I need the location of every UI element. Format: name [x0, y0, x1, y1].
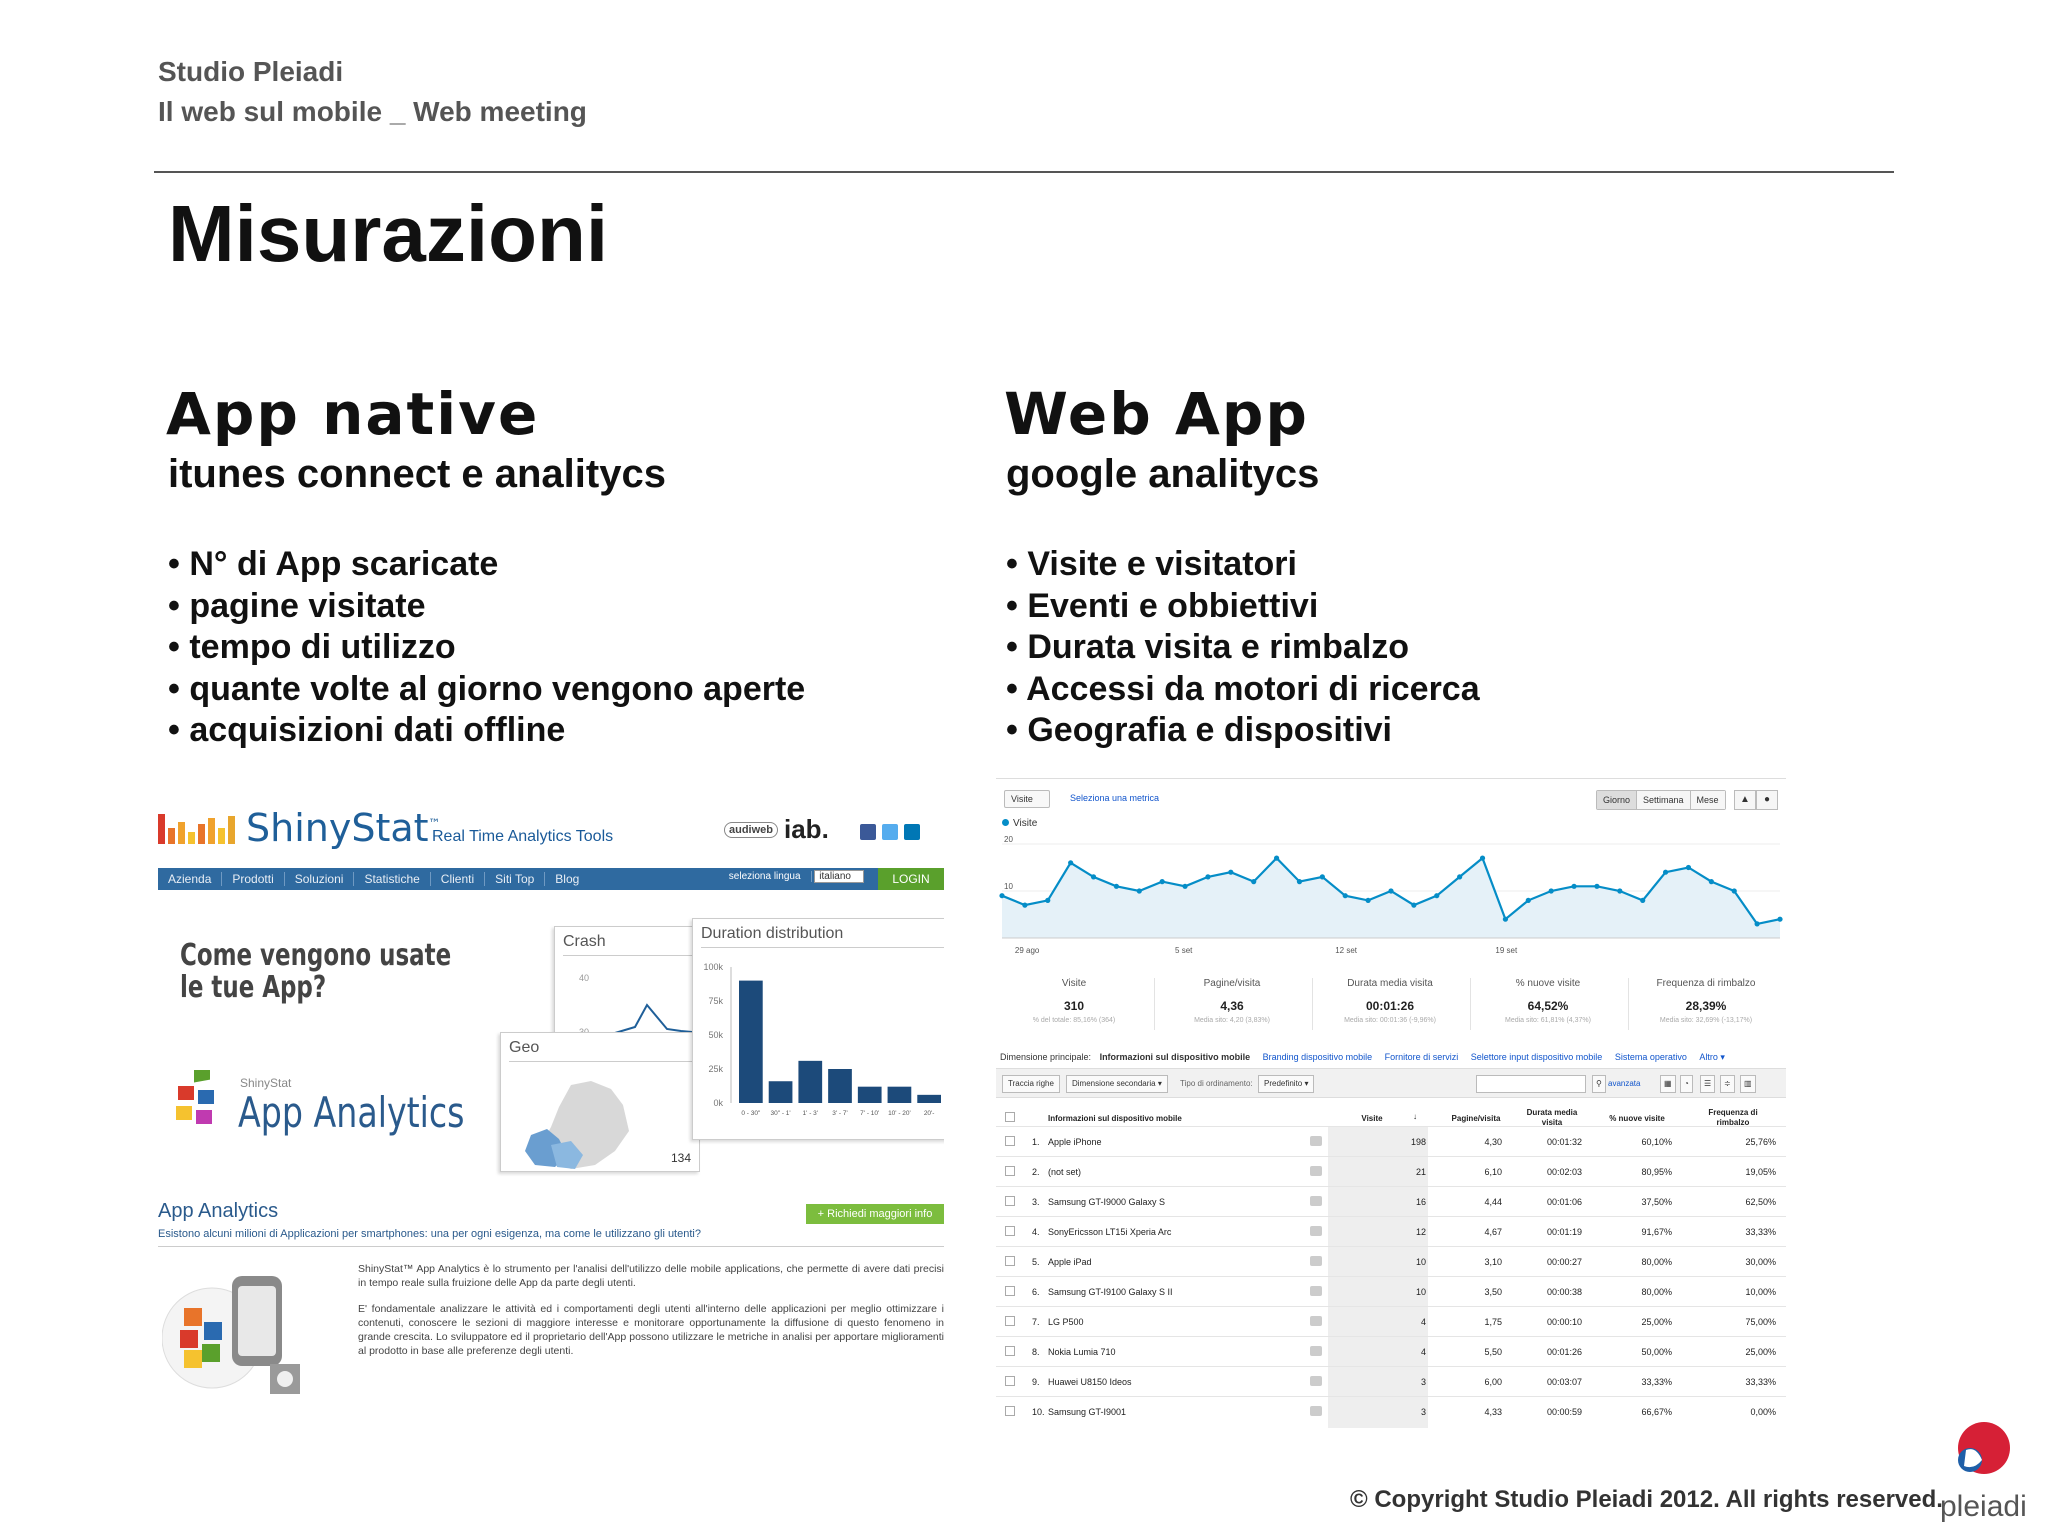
left-column-subtitle: itunes connect e analitycs: [168, 452, 666, 496]
table-row[interactable]: [996, 1156, 1786, 1186]
section-subtitle: Esistono alcuni milioni di Applicazioni per smartphones: una per ogni esigenza, ma come le utilizzano gli utenti?: [158, 1228, 701, 1240]
data-point[interactable]: [1663, 870, 1668, 875]
nav-item[interactable]: Clienti: [431, 872, 485, 886]
row-device[interactable]: Huawei U8150 Ideos: [1048, 1377, 1132, 1387]
row-bounce: 30,00%: [1745, 1257, 1776, 1267]
data-point[interactable]: [1640, 898, 1645, 903]
data-point[interactable]: [1594, 884, 1599, 889]
table-row[interactable]: [996, 1186, 1786, 1216]
x-tick-label: 3' - 7': [832, 1110, 848, 1117]
table-search-input[interactable]: [1476, 1075, 1586, 1093]
duration-card-title: Duration distribution: [701, 925, 844, 942]
y-tick-label: 10: [1004, 882, 1013, 891]
row-bounce: 19,05%: [1745, 1167, 1776, 1177]
data-point[interactable]: [1732, 888, 1737, 893]
y-tick-label: 20: [1004, 835, 1013, 844]
row-new-visits: 50,00%: [1641, 1347, 1672, 1357]
row-duration: 00:01:32: [1546, 1137, 1582, 1147]
stat-pages-per-visit: Pagine/visita 4,36 Media sito: 4,20 (3,83%): [1194, 978, 1270, 1024]
list-item: • tempo di utilizzo: [168, 628, 456, 666]
row-new-visits: 80,00%: [1641, 1287, 1672, 1297]
row-number: 8.: [1032, 1347, 1040, 1357]
row-analyze-icon[interactable]: [1310, 1226, 1322, 1236]
bar: [798, 1061, 822, 1103]
chart-legend: Visite: [1002, 818, 1037, 829]
nav-item[interactable]: Prodotti: [222, 872, 284, 886]
row-device[interactable]: Apple iPad: [1048, 1257, 1092, 1267]
comparison-view-icon[interactable]: ≑: [1720, 1075, 1735, 1093]
app-analytics-cubes-icon: [174, 1070, 224, 1126]
stat-avg-duration: Durata media visita 00:01:26 Media sito: 00:01:36 (-9,96%): [1344, 978, 1436, 1024]
row-bounce: 75,00%: [1745, 1317, 1776, 1327]
app-analytics-brand: ShinyStat: [240, 1076, 292, 1090]
data-point[interactable]: [1366, 898, 1371, 903]
y-tick-label: 50k: [708, 1030, 723, 1040]
data-point[interactable]: [1434, 893, 1439, 898]
x-tick-label: 1' - 3': [802, 1110, 819, 1117]
row-new-visits: 25,00%: [1641, 1317, 1672, 1327]
search-icon[interactable]: ⚲: [1592, 1075, 1606, 1093]
row-visits: 21: [1415, 1167, 1426, 1177]
left-bullet-list: [168, 544, 805, 752]
y-tick-label: 0k: [713, 1098, 723, 1108]
stat-new-visits: % nuove visite 64,52% Media sito: 61,81% (4,37%): [1505, 978, 1591, 1024]
data-point[interactable]: [1571, 884, 1576, 889]
row-analyze-icon[interactable]: [1310, 1166, 1322, 1176]
shinystat-screenshot: [154, 800, 944, 1400]
x-tick-label: 0 - 30": [741, 1110, 761, 1117]
row-duration: 00:00:27: [1546, 1257, 1582, 1267]
row-new-visits: 66,67%: [1641, 1407, 1672, 1417]
row-duration: 00:00:38: [1546, 1287, 1582, 1297]
shinystat-headline: Come vengono usate le tue App?: [180, 938, 452, 1005]
facebook-icon[interactable]: [860, 824, 876, 840]
dimension-link[interactable]: Selettore input dispositivo mobile: [1470, 1052, 1603, 1062]
right-bullet-list: [1006, 544, 1480, 752]
table-toolbar: [996, 1068, 1786, 1098]
crash-card-title: Crash: [563, 933, 606, 950]
language-select[interactable]: seleziona lingua italiano: [719, 871, 864, 882]
table-row[interactable]: [996, 1246, 1786, 1276]
row-visits: 198: [1410, 1137, 1426, 1147]
sort-type-select[interactable]: Predefinito ▾: [1258, 1075, 1314, 1093]
motion-chart-icon[interactable]: ●: [1756, 790, 1778, 810]
copyright-text: © Copyright Studio Pleiadi 2012. All rights reserved.: [1350, 1486, 1943, 1513]
data-point[interactable]: [1617, 888, 1622, 893]
row-device[interactable]: SonyEricsson LT15i Xperia Arc: [1048, 1227, 1172, 1237]
sort-type-label: Tipo di ordinamento:: [1180, 1079, 1253, 1088]
row-duration: 00:02:03: [1546, 1167, 1582, 1177]
table-row[interactable]: [996, 1366, 1786, 1396]
dimension-link[interactable]: Sistema operativo: [1614, 1052, 1687, 1062]
data-point[interactable]: [1343, 893, 1348, 898]
row-checkbox[interactable]: [1005, 1406, 1015, 1416]
row-bounce: 33,33%: [1745, 1227, 1776, 1237]
row-analyze-icon[interactable]: [1310, 1406, 1322, 1416]
data-point[interactable]: [1068, 860, 1073, 865]
row-device[interactable]: Samsung GT-I9001: [1048, 1407, 1127, 1417]
data-point[interactable]: [1251, 879, 1256, 884]
section-title: App Analytics: [158, 1200, 279, 1222]
data-point[interactable]: [1755, 921, 1760, 926]
geo-card: [500, 1032, 700, 1172]
row-analyze-icon[interactable]: [1310, 1286, 1322, 1296]
data-point[interactable]: [1457, 874, 1462, 879]
request-info-button[interactable]: + Richiedi maggiori info: [806, 1204, 944, 1224]
table-view-icon[interactable]: ▦: [1660, 1075, 1676, 1093]
row-number: 2.: [1032, 1167, 1040, 1177]
row-duration: 00:03:07: [1546, 1377, 1582, 1387]
row-duration: 00:00:59: [1546, 1407, 1582, 1417]
pleiadi-logo-text: pleiadi: [1940, 1490, 2027, 1523]
row-checkbox[interactable]: [1005, 1316, 1015, 1326]
column-header-pages[interactable]: Pagine/visita: [1451, 1114, 1501, 1123]
row-visits: 10: [1415, 1287, 1426, 1297]
row-number: 5.: [1032, 1257, 1040, 1267]
row-checkbox[interactable]: [1005, 1346, 1015, 1356]
list-item: • Geografia e dispositivi: [1006, 711, 1393, 749]
row-visits: 4: [1420, 1347, 1426, 1357]
data-point[interactable]: [1709, 879, 1714, 884]
row-new-visits: 60,10%: [1641, 1137, 1672, 1147]
linkedin-icon[interactable]: [904, 824, 920, 840]
x-tick-label: 30" - 1': [770, 1110, 791, 1117]
y-tick-label: 100k: [703, 962, 723, 972]
list-item: • acquisizioni dati offline: [168, 711, 566, 749]
data-point[interactable]: [1022, 903, 1027, 908]
bar: [888, 1087, 912, 1103]
data-point[interactable]: [1320, 874, 1325, 879]
data-point[interactable]: [1137, 888, 1142, 893]
row-bounce: 62,50%: [1745, 1197, 1776, 1207]
table-row[interactable]: [996, 1396, 1786, 1426]
row-bounce: 10,00%: [1745, 1287, 1776, 1297]
row-analyze-icon[interactable]: [1310, 1136, 1322, 1146]
bar: [769, 1081, 793, 1103]
data-point[interactable]: [1686, 865, 1691, 870]
row-device[interactable]: Samsung GT-I9000 Galaxy S: [1048, 1197, 1166, 1207]
twitter-icon[interactable]: [882, 824, 898, 840]
y-tick-label: 75k: [708, 996, 723, 1006]
row-visits: 3: [1420, 1377, 1426, 1387]
crash-sparkline: [595, 977, 705, 1037]
x-tick-label: 5 set: [1175, 946, 1193, 955]
nav-item[interactable]: Soluzioni: [285, 872, 355, 886]
stat-visits: Visite 310 % del totale: 85,16% (364): [1032, 978, 1116, 1024]
x-tick-label: 12 set: [1335, 946, 1358, 955]
row-visits: 16: [1415, 1197, 1426, 1207]
header-divider: [154, 171, 1894, 173]
slide-title: Misurazioni: [168, 189, 609, 278]
list-item: • Visite e visitatori: [1006, 545, 1297, 583]
row-pages-per-visit: 3,50: [1484, 1287, 1502, 1297]
pie-view-icon[interactable]: ◔: [1680, 1075, 1693, 1093]
description-paragraph-1: ShinyStat™ App Analytics è lo strumento per l'analisi dell'utilizzo delle mobile applications, che permette di avere dati precisi in tempo reale sulla fruizione delle App da parte degli utenti.: [358, 1263, 944, 1289]
row-checkbox[interactable]: [1005, 1256, 1015, 1266]
row-analyze-icon[interactable]: [1310, 1316, 1322, 1326]
column-header-bounce[interactable]: Frequenza di rimbalzo: [1708, 1108, 1758, 1127]
x-tick-label: 19 set: [1495, 946, 1518, 955]
row-pages-per-visit: 6,00: [1484, 1377, 1502, 1387]
shinystat-logo: ShinyStat™: [246, 806, 441, 850]
row-device[interactable]: (not set): [1048, 1167, 1082, 1177]
audiweb-logo: audiweb: [724, 822, 778, 838]
bar: [858, 1087, 882, 1103]
column-header-visits[interactable]: Visite: [1361, 1114, 1383, 1123]
description-paragraph-2: E' fondamentale analizzare le attività ed i comportamenti degli utenti all'interno delle applicazioni per meglio ottimizzare i contenuti, conoscere le sezioni di maggiore interesse e monitorare opportunamente la diffusione di questo fenomeno in grande crescita. Lo sviluppatore ed il proprietario dell'App possono utilizzare le metriche in analisi per apportare miglioramenti al prodotto in base alle preferenze degli utenti.: [358, 1303, 944, 1357]
row-analyze-icon[interactable]: [1310, 1256, 1322, 1266]
toggle-month[interactable]: Mese: [1691, 791, 1725, 809]
row-duration: 00:00:10: [1546, 1317, 1582, 1327]
dimension-link[interactable]: Fornitore di servizi: [1384, 1052, 1459, 1062]
app-analytics-device-icon: [162, 1268, 302, 1398]
table-row[interactable]: [996, 1276, 1786, 1306]
row-bounce: 25,00%: [1745, 1347, 1776, 1357]
row-analyze-icon[interactable]: [1310, 1346, 1322, 1356]
row-pages-per-visit: 4,30: [1484, 1137, 1502, 1147]
row-checkbox[interactable]: [1005, 1226, 1015, 1236]
row-new-visits: 37,50%: [1641, 1197, 1672, 1207]
row-bounce: 25,76%: [1745, 1137, 1776, 1147]
row-checkbox[interactable]: [1005, 1166, 1015, 1176]
data-point[interactable]: [1114, 884, 1119, 889]
primary-dimension-bar: [1000, 1052, 1725, 1063]
y-tick-label: 25k: [708, 1064, 723, 1074]
row-pages-per-visit: 6,10: [1484, 1167, 1502, 1177]
list-item: • Durata visita e rimbalzo: [1006, 628, 1410, 666]
geo-count: 134: [671, 1151, 692, 1165]
partner-logos: [724, 814, 944, 846]
row-number: 7.: [1032, 1317, 1040, 1327]
table-row[interactable]: [996, 1216, 1786, 1246]
header-company: Studio Pleiadi: [158, 56, 344, 87]
row-number: 3.: [1032, 1197, 1040, 1207]
data-point[interactable]: [1091, 874, 1096, 879]
list-item: • Accessi da motori di ricerca: [1006, 669, 1480, 708]
row-bounce: 33,33%: [1745, 1377, 1776, 1387]
left-column-title: App native: [166, 380, 540, 448]
row-number: 10.: [1032, 1407, 1045, 1417]
row-visits: 10: [1415, 1257, 1426, 1267]
geo-card-title: Geo: [509, 1039, 540, 1056]
data-point[interactable]: [1228, 870, 1233, 875]
toggle-day[interactable]: Giorno: [1597, 791, 1637, 809]
x-tick-label: 7' - 10': [860, 1110, 880, 1117]
data-point[interactable]: [1388, 888, 1393, 893]
period-toggle: [1596, 790, 1726, 810]
data-point[interactable]: [1182, 884, 1187, 889]
data-point[interactable]: [1160, 879, 1165, 884]
row-duration: 00:01:19: [1546, 1227, 1582, 1237]
data-point[interactable]: [1777, 917, 1782, 922]
row-visits: 3: [1420, 1407, 1426, 1417]
dimension-link[interactable]: Altro ▾: [1699, 1052, 1725, 1062]
table-row[interactable]: [996, 1306, 1786, 1336]
plot-rows-button[interactable]: Traccia righe: [1002, 1075, 1060, 1093]
dimension-link[interactable]: Branding dispositivo mobile: [1262, 1052, 1373, 1062]
toggle-week[interactable]: Settimana: [1637, 791, 1691, 809]
secondary-dimension-select[interactable]: Dimensione secondaria ▾: [1066, 1075, 1168, 1093]
bar: [917, 1095, 941, 1103]
data-point[interactable]: [1480, 856, 1485, 861]
row-checkbox[interactable]: [1005, 1286, 1015, 1296]
shinystat-nav: [158, 868, 944, 890]
data-point[interactable]: [1411, 903, 1416, 908]
line-chart-icon[interactable]: ▲: [1734, 790, 1756, 810]
row-pages-per-visit: 4,67: [1484, 1227, 1502, 1237]
x-tick-label: 10' - 20': [888, 1110, 911, 1117]
row-bounce: 0,00%: [1750, 1407, 1776, 1417]
pivot-view-icon[interactable]: ▥: [1740, 1075, 1756, 1093]
bar: [828, 1069, 852, 1103]
stat-bounce-rate: Frequenza di rimbalzo 28,39% Media sito: 32,69% (-13,17%): [1656, 978, 1756, 1024]
row-new-visits: 33,33%: [1641, 1377, 1672, 1387]
nav-item[interactable]: Siti Top: [485, 872, 545, 886]
geo-map: [511, 1075, 661, 1171]
row-duration: 00:01:06: [1546, 1197, 1582, 1207]
data-point[interactable]: [1205, 874, 1210, 879]
row-device[interactable]: Apple iPhone: [1048, 1137, 1102, 1147]
table-row[interactable]: [996, 1126, 1786, 1156]
select-all-checkbox[interactable]: [1005, 1112, 1015, 1122]
row-number: 4.: [1032, 1227, 1040, 1237]
bar: [739, 981, 763, 1103]
data-point[interactable]: [1045, 898, 1050, 903]
row-duration: 00:01:26: [1546, 1347, 1582, 1357]
data-point[interactable]: [1274, 856, 1279, 861]
app-analytics-title: App Analytics: [238, 1088, 465, 1137]
row-device[interactable]: Samsung GT-I9100 Galaxy S II: [1048, 1287, 1173, 1297]
list-item: • N° di App scaricate: [168, 545, 499, 583]
data-point[interactable]: [999, 893, 1004, 898]
row-number: 1.: [1032, 1137, 1040, 1147]
row-visits: 4: [1420, 1317, 1426, 1327]
right-column-title: Web App: [1004, 380, 1309, 448]
sort-arrow-icon[interactable]: ↓: [1413, 1112, 1417, 1121]
dimension-label: Dimensione principale:: [1000, 1052, 1092, 1062]
duration-distribution-card: [692, 918, 944, 1140]
row-analyze-icon[interactable]: [1310, 1376, 1322, 1386]
visits-line-chart: [996, 830, 1786, 940]
google-analytics-screenshot: [996, 778, 1786, 1428]
row-checkbox[interactable]: [1005, 1136, 1015, 1146]
row-number: 9.: [1032, 1377, 1040, 1387]
advanced-filter-link[interactable]: avanzata: [1608, 1079, 1641, 1088]
row-visits: 12: [1415, 1227, 1426, 1237]
x-tick-label: 20'-: [923, 1110, 935, 1117]
nav-item[interactable]: Statistiche: [354, 872, 430, 886]
select-metric-link[interactable]: Seleziona una metrica: [1070, 793, 1160, 803]
shinystat-tagline: Real Time Analytics Tools: [432, 828, 614, 845]
section-divider: [158, 1246, 944, 1247]
table-row[interactable]: [996, 1336, 1786, 1366]
list-item: • Eventi e obbiettivi: [1006, 586, 1319, 625]
list-item: • quante volte al giorno vengono aperte: [168, 669, 806, 708]
right-column-subtitle: google analitycs: [1006, 452, 1320, 496]
iab-logo: iab.: [784, 814, 829, 844]
row-pages-per-visit: 4,33: [1484, 1407, 1502, 1417]
row-new-visits: 80,00%: [1641, 1257, 1672, 1267]
column-header-device[interactable]: Informazioni sul dispositivo mobile: [1048, 1114, 1182, 1123]
crash-card: [554, 926, 714, 1046]
list-item: • pagine visitate: [168, 586, 426, 625]
row-analyze-icon[interactable]: [1310, 1196, 1322, 1206]
pleiadi-logo-icon: [1952, 1420, 2012, 1480]
column-header-duration[interactable]: Durata media visita: [1526, 1108, 1578, 1127]
row-number: 6.: [1032, 1287, 1040, 1297]
x-tick-label: 29 ago: [1014, 946, 1040, 955]
legend-dot-icon: [1002, 819, 1009, 826]
column-header-new-visits[interactable]: % nuove visite: [1609, 1114, 1665, 1123]
nav-item[interactable]: Azienda: [158, 872, 222, 886]
duration-bar-chart: [693, 953, 944, 1141]
row-pages-per-visit: 5,50: [1484, 1347, 1502, 1357]
data-point[interactable]: [1297, 879, 1302, 884]
shinystat-bars-icon: [158, 814, 244, 844]
data-point[interactable]: [1503, 917, 1508, 922]
nav-item[interactable]: Blog: [555, 872, 580, 886]
row-pages-per-visit: 3,10: [1484, 1257, 1502, 1267]
metric-select[interactable]: Visite: [1004, 790, 1050, 808]
header-subtitle: Il web sul mobile _ Web meeting: [158, 96, 587, 127]
row-new-visits: 91,67%: [1641, 1227, 1672, 1237]
dimension-current: Informazioni sul dispositivo mobile: [1099, 1052, 1251, 1062]
row-pages-per-visit: 1,75: [1484, 1317, 1502, 1327]
row-checkbox[interactable]: [1005, 1376, 1015, 1386]
login-button[interactable]: LOGIN: [878, 868, 944, 890]
data-point[interactable]: [1526, 898, 1531, 903]
data-point[interactable]: [1549, 888, 1554, 893]
row-device[interactable]: LG P500: [1048, 1317, 1084, 1327]
crash-tick: 40: [579, 973, 590, 983]
row-device[interactable]: Nokia Lumia 710: [1048, 1347, 1116, 1357]
row-checkbox[interactable]: [1005, 1196, 1015, 1206]
row-new-visits: 80,95%: [1641, 1167, 1672, 1177]
performance-view-icon[interactable]: ☰: [1700, 1075, 1715, 1093]
series-area: [1002, 858, 1780, 938]
row-pages-per-visit: 4,44: [1484, 1197, 1502, 1207]
